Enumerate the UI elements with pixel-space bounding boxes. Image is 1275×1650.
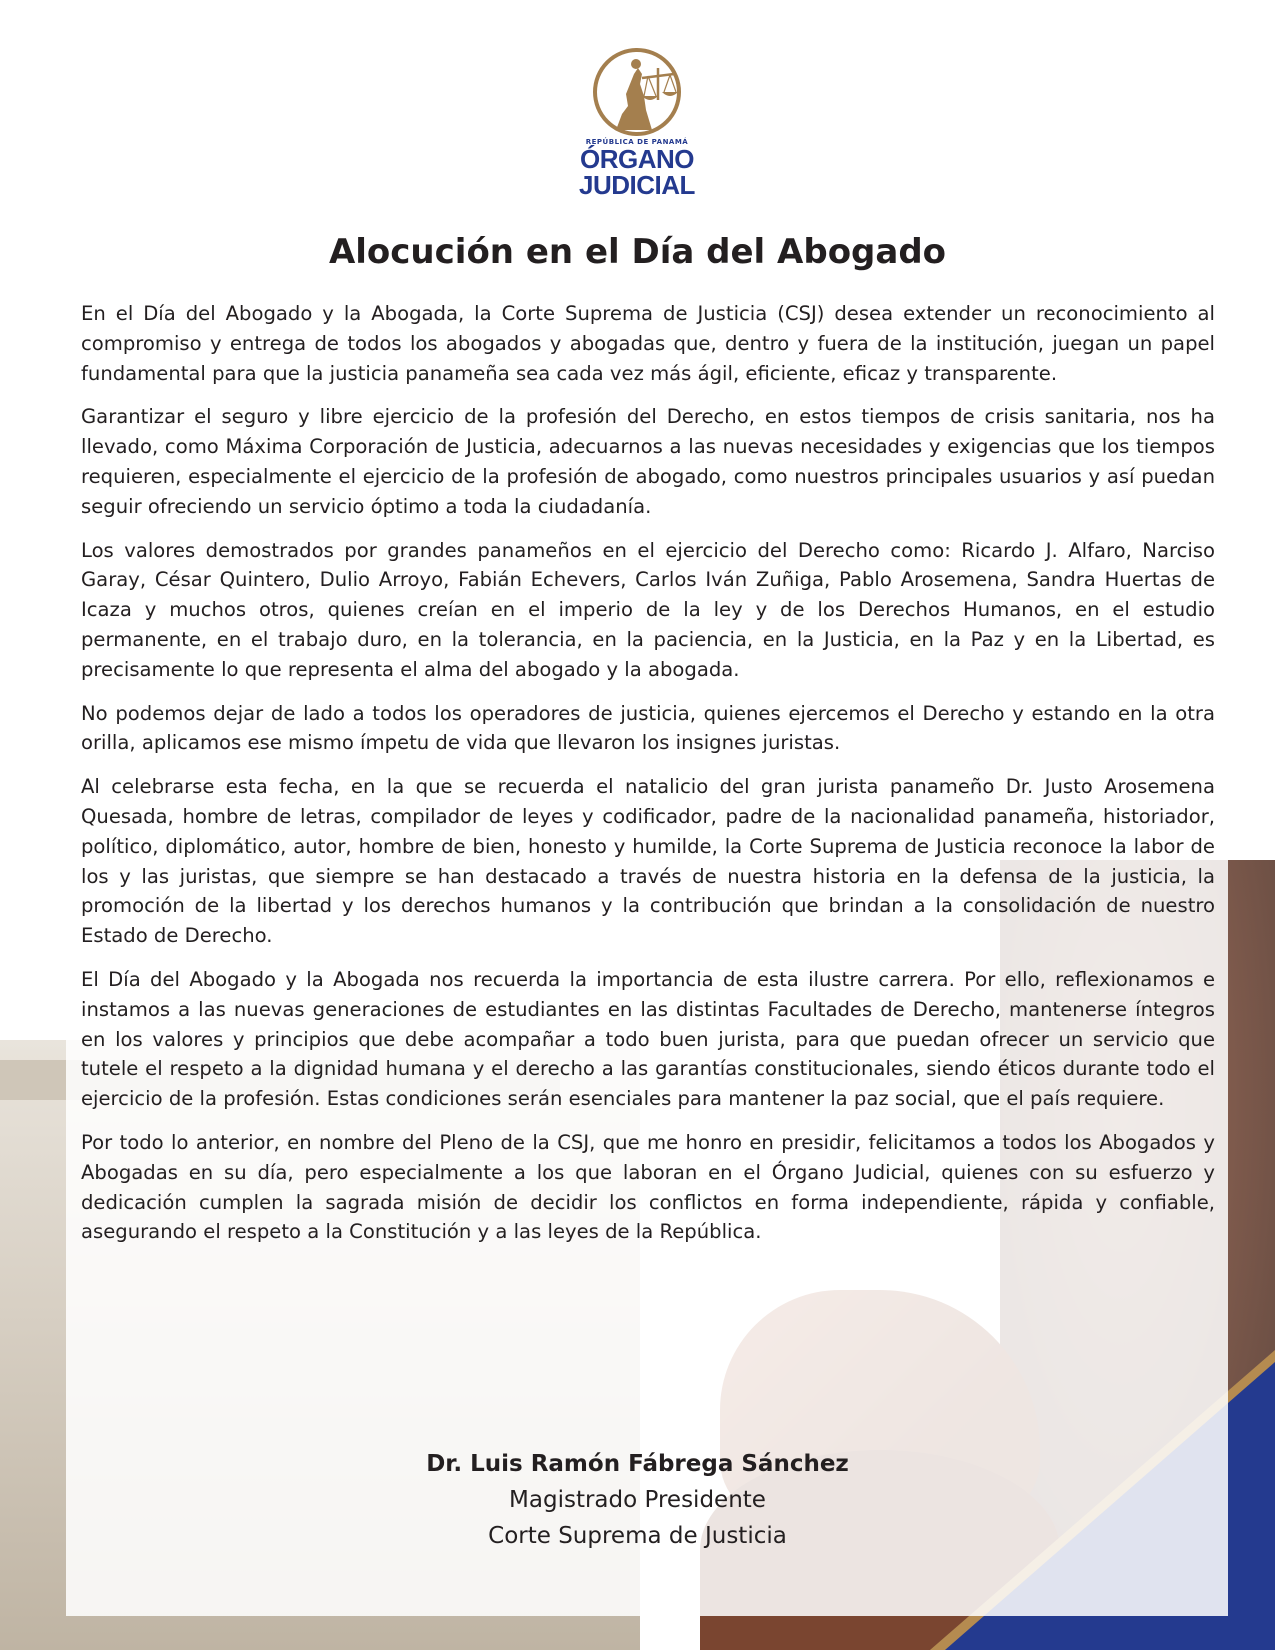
document-title: Alocución en el Día del Abogado [328, 232, 947, 272]
scales-of-justice-icon [576, 44, 698, 136]
document-body [81, 299, 1215, 1261]
paragraph: Los valores demostrados por grandes panameños en el ejercicio del Derecho como: Ricardo J. Alfaro, Narciso Garay, César Quintero, Dulio Arroyo, Fabián Echevers, Carlos Iván Zuñiga, Pablo Arosemena, Sandra Huertas de Icaza y muchos otros, quienes creían en el imperio de la ley y de los Derechos Humanos, en el estudio permanente, en el trabajo duro, en la tolerancia, en la paciencia, en la Justicia, en la Paz y en la Libertad, es precisamente lo que representa el alma del abogado y la abogada. [81, 538, 1215, 681]
paragraph: El Día del Abogado y la Abogada nos recuerda la importancia de esta ilustre carrera. Por ello, reflexionamos e instamos a las nuevas generaciones de estudiantes en las distintas Facultades de Derecho, mantenerse íntegros en los valores y principios que debe acompañar a todo buen jurista, para que puedan ofrecer un servicio que tutele el respeto a la dignidad humana y el derecho a las garantías constitucionales, siendo éticos durante todo el ejercicio de la profesión. Estas condiciones serán esenciales para mantener la paz social, que el país requiere. [81, 967, 1215, 1111]
signatory-name: Dr. Luis Ramón Fábrega Sánchez [426, 1451, 849, 1477]
logo-judicial-text: JUDICIAL [579, 170, 695, 200]
signatory-institution: Corte Suprema de Justicia [488, 1523, 787, 1549]
signatory-role: Magistrado Presidente [509, 1487, 766, 1513]
signature-block [0, 1446, 1275, 1554]
paragraph: En el Día del Abogado y la Abogada, la Corte Suprema de Justicia (CSJ) desea extender un reconocimiento al compromiso y entrega de todos los abogados y abogadas que, dentro y fuera de la institución, juegan un papel fundamental para que la justicia panameña sea cada vez más ágil, eficiente, eficaz y transparente. [81, 302, 1215, 385]
logo-country-text: REPÚBLICA DE PANAMÁ [585, 138, 689, 146]
organo-judicial-logo [576, 44, 698, 204]
logo-organo-text: ÓRGANO [580, 144, 694, 174]
paragraph: Garantizar el seguro y libre ejercicio de la profesión del Derecho, en estos tiempos de crisis sanitaria, nos ha llevado, como Máxima Corporación de Justicia, adecuarnos a las nuevas necesidades y exigencias que los tiempos requieren, especialmente el ejercicio de la profesión de abogado, como nuestros principales usuarios y así puedan seguir ofreciendo un servicio óptimo a toda la ciudadanía. [81, 405, 1215, 518]
paragraph: No podemos dejar de lado a todos los operadores de justicia, quienes ejercemos el Derecho y estando en la otra orilla, aplicamos ese mismo ímpetu de vida que llevaron los insignes juristas. [81, 701, 1215, 755]
paragraph: Por todo lo anterior, en nombre del Pleno de la CSJ, que me honro en presidir, felicitamos a todos los Abogados y Abogadas en su día, pero especialmente a los que laboran en el Órgano Judicial, quienes con su esfuerzo y dedicación cumplen la sagrada misión de decidir los conflictos en forma independiente, rápida y confiable, asegurando el respeto a la Constitución y a las leyes de la República. [81, 1130, 1215, 1244]
paragraph: Al celebrarse esta fecha, en la que se recuerda el natalicio del gran jurista panameño Dr. Justo Arosemena Quesada, hombre de letras, compilador de leyes y codificador, padre de la nacionalidad panameña, historiador, político, diplomático, autor, hombre de bien, honesto y humilde, la Corte Suprema de Justicia reconoce la labor de los y las juristas, que siempre se han destacado a través de nuestra historia en la defensa de la justicia, la promoción de la libertad y los derechos humanos y la contribución que brindan a la consolidación de nuestro Estado de Derecho. [81, 775, 1215, 948]
